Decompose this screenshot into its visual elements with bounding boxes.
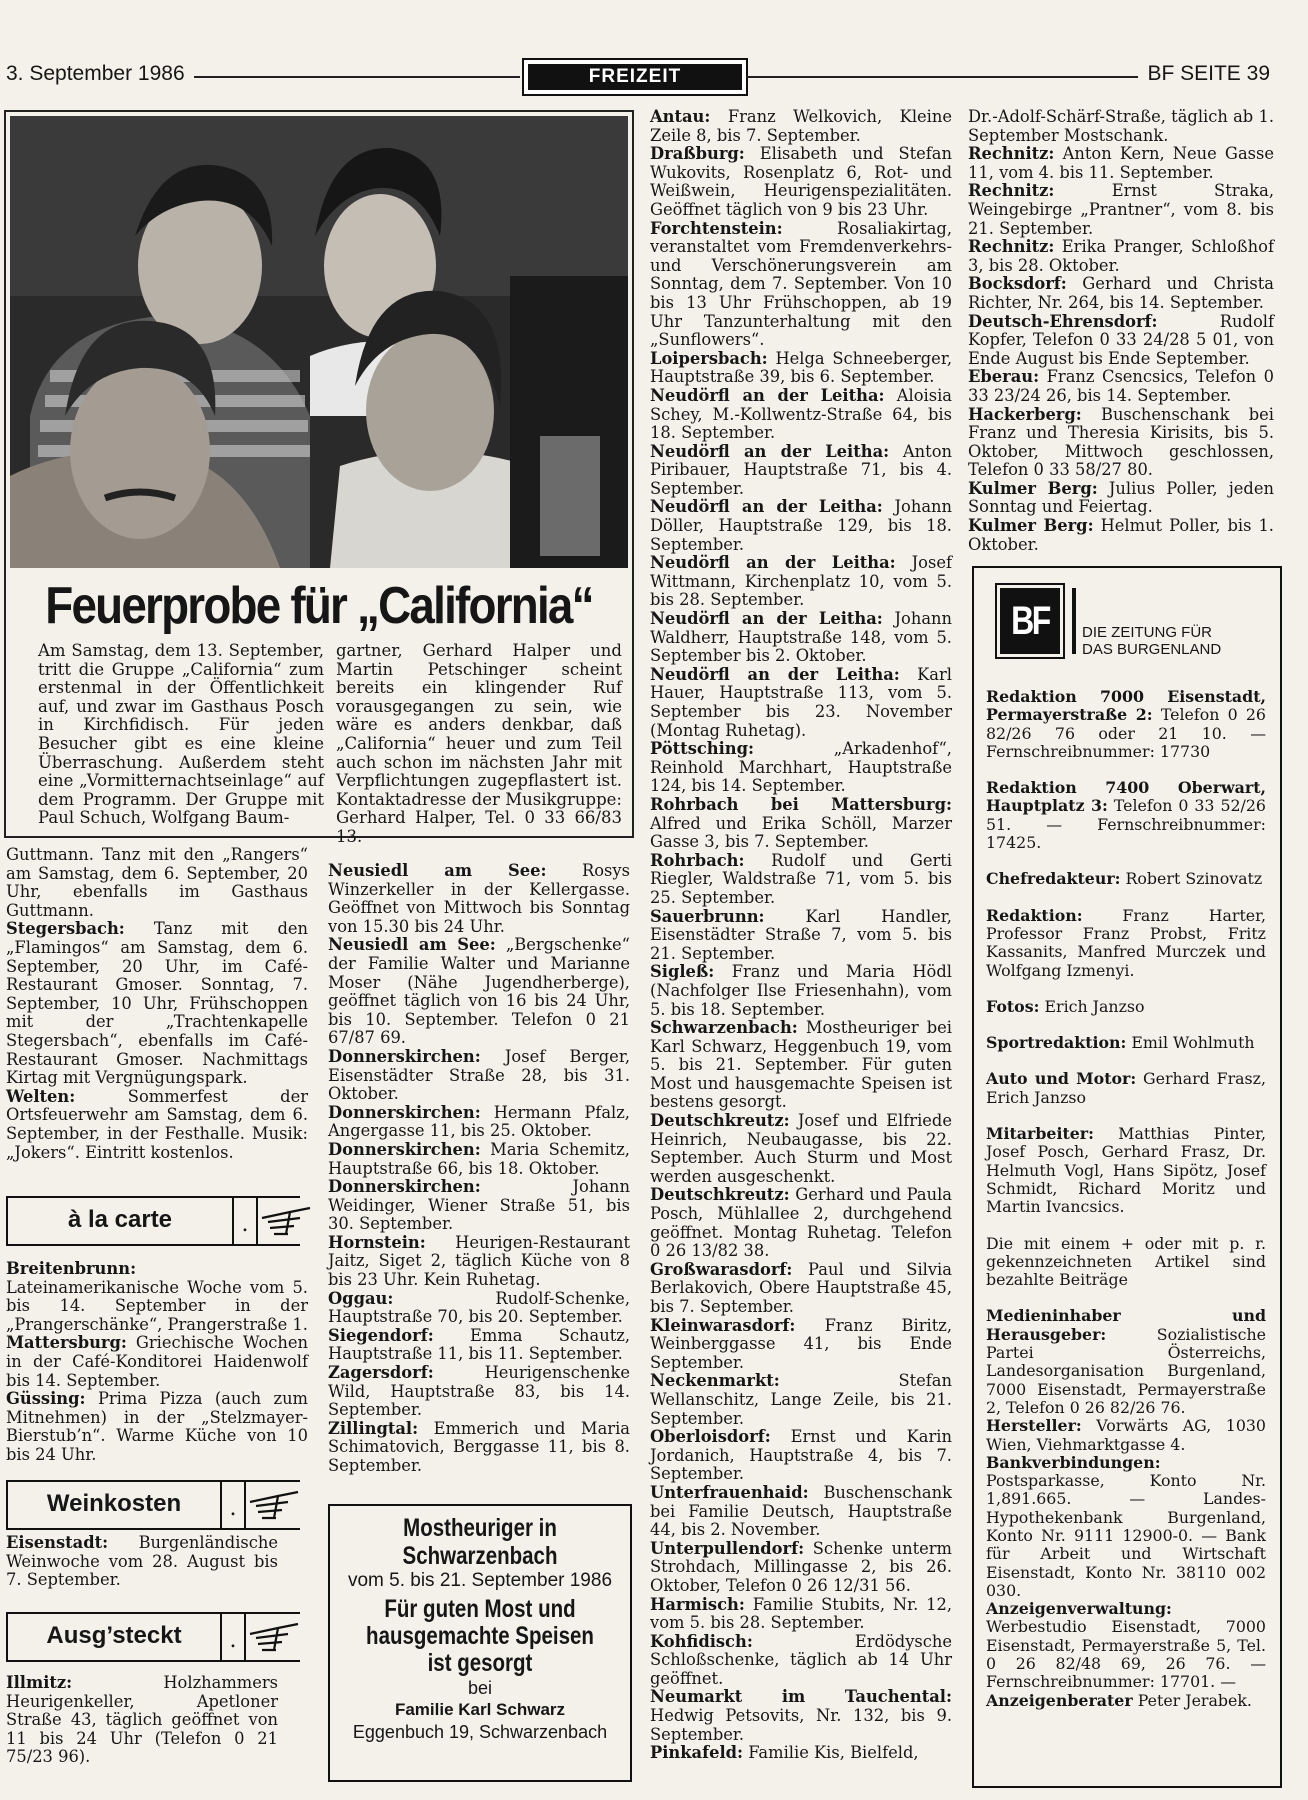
listing-entry: Antau: Franz Welkovich, Kleine Zeile 8, bis 7. September. [650, 107, 952, 145]
page-number: BF SEITE 39 [1147, 62, 1270, 85]
listing-entry: Rechnitz: Anton Kern, Neue Gasse 11, vom 4. bis 11. September. [968, 144, 1274, 182]
bf-logo: BF [1000, 588, 1060, 654]
ausgsteckt-listings [6, 1674, 278, 1767]
imprint-item: Auto und Motor: Gerhard Frasz, Erich Janzso [986, 1069, 1266, 1107]
listing-entry: Draßburg: Elisabeth und Stefan Wukovits, Rosenplatz 6, Rot- und Weißwein, Heurigenspezialitäten. Geöffnet täglich von 9 bis 23 Uhr. [650, 144, 952, 219]
listing-entry: Welten: Sommerfest der Ortsfeuerwehr am Samstag, dem 6. September, in der Festhalle. Musik: „Jokers“. Eintritt kostenlos. [6, 1086, 308, 1162]
listing-entry: Zagersdorf: Heurigenschenke Wild, Hauptstraße 83, bis 14. September. [328, 1363, 630, 1420]
ad-title: Mostheuriger in Schwarzenbach [402, 1514, 558, 1570]
listing-entry: Neudörfl an der Leitha: Anton Piribauer, Hauptstraße 71, bis 4. September. [650, 441, 952, 498]
imprint-item: Mitarbeiter: Matthias Pinter, Josef Posch, Gerhard Frasz, Dr. Helmuth Vogl, Hans Sipötz, Josef Schmidt, Richard Moritz und Martin Ivancsics. [986, 1124, 1266, 1217]
header-rule-left [194, 76, 520, 78]
column-4-continuation: Dr.-Adolf-Schärf-Straße, täglich ab 1. September Mostschank. [968, 107, 1274, 145]
ad-address: Eggenbuch 19, Schwarzenbach [352, 1722, 608, 1742]
listing-entry: Eberau: Franz Csencsics, Telefon 0 33 23/24 26, bis 14. September. [968, 367, 1274, 405]
listing-entry: Forchtenstein: Rosaliakirtag, veranstaltet vom Fremdenverkehrs- und Verschönerungsverein am Sonntag, dem 7. September. Von 10 bis 13 Uhr Frühschoppen, ab 19 Uhr Tanzunterhaltung mit den „Sunflowers“. [650, 218, 952, 350]
imprint-item: Die mit einem + oder mit p. r. gekennzeichneten Artikel sind bezahlte Beiträge [986, 1233, 1266, 1290]
section-label: FREIZEIT [528, 64, 742, 90]
listing-entry: Güssing: Prima Pizza (auch zum Mitnehmen) in der „Stelzmayer-Bierstub’n“. Warme Küche von 10 bis 24 Uhr. [6, 1389, 308, 1464]
column-4 [968, 108, 1274, 554]
listing-entry: Deutschkreutz: Josef und Elfriede Heinrich, Neubaugasse, bis 22. September. Auch Sturm und Most werden ausgeschenkt. [650, 1111, 952, 1186]
listing-entry: Rohrbach bei Mattersburg: Alfred und Erika Schöll, Marzer Gasse 3, bis 7. September. [650, 794, 952, 852]
listing-entry: Neudörfl an der Leitha: Aloisia Schey, M.-Kollwentz-Straße 64, bis 18. September. [650, 385, 952, 443]
listing-entry: Neudörfl an der Leitha: Johann Döller, Hauptstraße 129, bis 18. September. [650, 497, 952, 554]
listing-entry: Kulmer Berg: Julius Poller, jeden Sonntag und Feiertag. [968, 478, 1274, 517]
imprint-legal-item: Hersteller: Vorwärts AG, 1030 Wien, Viehmarktgasse 4. [986, 1416, 1266, 1454]
mostheuriger-advertisement [328, 1504, 632, 1782]
listing-entry: Neusiedl am See: „Bergschenke“ der Familie Walter und Marianne Moser (Nähe Jugendherberge), geöffnet täglich von 16 bis 24 Uhr, bis 10. September. Telefon 0 21 67/87 69. [328, 935, 630, 1048]
article-intro-col1: Am Samstag, dem 13. September, tritt die Gruppe „California“ zum erstenmal in der Öffentlichkeit auf, und zwar im Gasthaus Posch in Kirchfidisch. Für jeden Besucher gibt es eine kleine Überraschung. Außerdem steht eine „Vormitternachtseinlage“ auf dem Programm. Der Gruppe mit Paul Schuch, Wolfgang Baum- [38, 641, 324, 828]
article-headline: Feuerprobe für „California“ [45, 577, 593, 635]
listing-entry: Kulmer Berg: Helmut Poller, bis 1. Oktober. [968, 516, 1274, 554]
listing-entry: Eisenstadt: Burgenländische Weinwoche vom 28. August bis 7. September. [6, 1533, 278, 1590]
column-2 [328, 862, 630, 1476]
listing-entry: Großwarasdorf: Paul und Silvia Berlakovich, Obere Hauptstraße 45, bis 7. September. [650, 1259, 952, 1316]
pointing-hand-icon [248, 1488, 300, 1522]
listing-entry: Neudörfl an der Leitha: Johann Waldherr, Hauptstraße 148, vom 5. September bis 2. Oktober. [650, 609, 952, 666]
header-rule-right [746, 76, 1138, 78]
listing-entry: Mattersburg: Griechische Wochen in der Café-Konditorei Haidenwolf bis 14. September. [6, 1333, 308, 1390]
listing-entry: Donnerskirchen: Josef Berger, Eisenstädter Straße 28, bis 31. Oktober. [328, 1046, 630, 1104]
listing-entry: Rechnitz: Erika Pranger, Schloßhof 3, bis 28. Oktober. [968, 237, 1274, 275]
weinkosten-listings [6, 1534, 278, 1590]
listing-entry: Neumarkt im Tauchental: Hedwig Petsovits, Nr. 132, bis 9. September. [650, 1687, 952, 1744]
feature-article [4, 110, 634, 846]
listing-entry: Hackerberg: Buschenschank bei Franz und Theresia Kirisits, bis 5. Oktober, Mittwoch geschlossen, Telefon 0 33 58/27 80. [968, 404, 1274, 480]
listing-entry: Sauerbrunn: Karl Handler, Eisenstädter Straße 7, vom 5. bis 21. September. [650, 906, 952, 963]
imprint-item: Redaktion 7400 Oberwart, Hauptplatz 3: Telefon 0 33 52/26 51. — Fernschreibnummer: 17425. [986, 778, 1266, 853]
section-box-ausgsteckt [6, 1612, 300, 1662]
listing-entry: Bocksdorf: Gerhard und Christa Richter, Nr. 264, bis 14. September. [968, 274, 1274, 312]
imprint-legal-item: Anzeigenberater Peter Jerabek. [986, 1690, 1252, 1710]
listing-entry: Illmitz: Holzhammers Heurigenkeller, Apetloner Straße 43, täglich geöffnet von 11 bis 24 Uhr (Telefon 0 21 75/23 96). [6, 1673, 278, 1767]
a-la-carte-listings [6, 1260, 308, 1465]
imprint-body [986, 688, 1266, 1710]
listing-entry: Deutsch-Ehrensdorf: Rudolf Kopfer, Telefon 0 33 24/28 5 01, von Ende August bis Ende September. [968, 311, 1274, 368]
listing-entry: Neudörfl an der Leitha: Josef Wittmann, Kirchenplatz 10, vom 5. bis 28. September. [650, 553, 952, 610]
imprint-legal-item: Medieninhaber und Herausgeber: Sozialistische Partei Österreichs, Landesorganisation Burgenland, 7000 Eisenstadt, Permayerstraße 2, Telefon 0 26 82/26 76. [986, 1306, 1266, 1417]
listing-entry: Unterpullendorf: Schenke unterm Strohdach, Millingasse 2, bis 26. Oktober, Telefon 0 26 12/31 56. [650, 1538, 952, 1595]
imprint-item: Redaktion 7000 Eisenstadt, Permayerstraße 2: Telefon 0 26 82/26 76 oder 21 10. — Fernschreibnummer: 17730 [986, 687, 1266, 761]
pointing-hand-icon [260, 1204, 312, 1238]
section-box-label: Weinkosten [8, 1482, 222, 1528]
listing-entry: Zillingtal: Emmerich und Maria Schimatovich, Berggasse 11, bis 8. September. [328, 1418, 630, 1475]
listing-entry: Rechnitz: Ernst Straka, Weingebirge „Prantner“, vom 8. bis 21. September. [968, 181, 1274, 238]
newspaper-tagline: DIE ZEITUNG FÜR DAS BURGENLAND [1082, 624, 1222, 658]
listing-entry: Neckenmarkt: Stefan Wellanschitz, Lange Zeile, bis 21. September. [650, 1371, 952, 1428]
listing-entry: Harmisch: Familie Stubits, Nr. 12, vom 5. bis 28. September. [650, 1594, 952, 1633]
section-label-box [522, 58, 748, 96]
section-box-dot: . [220, 1614, 246, 1660]
listing-entry: Siegendorf: Emma Schautz, Hauptstraße 11, bis 11. September. [328, 1325, 630, 1364]
page-header [0, 58, 1308, 98]
band-photo [10, 116, 628, 568]
section-box-weinkosten [6, 1480, 300, 1530]
ad-slogan: Für guten Most und hausgemachte Speisen ist gesorgt [366, 1595, 594, 1677]
listing-entry: Pöttsching: „Arkadenhof“, Reinhold Marchhart, Hauptstraße 124, bis 14. September. [650, 739, 952, 796]
issue-date: 3. September 1986 [6, 62, 185, 85]
column-3 [650, 108, 952, 1763]
section-box-dot: . [232, 1198, 258, 1244]
listing-entry: Loipersbach: Helga Schneeberger, Hauptstraße 39, bis 6. September. [650, 348, 952, 387]
section-box-label: Ausg’steckt [8, 1614, 222, 1660]
listing-entry: Stegersbach: Tanz mit den „Flamingos“ am Samstag, dem 6. September, 20 Uhr, im Café-Restaurant Gmoser. Sonntag, 7. September, 10 Uhr, Frühschoppen mit der „Trachtenkapelle Stegersbach“, ebenfalls im Café-Restaurant Gmoser. Nachmittags Kirtag mit Vergnügungspark. [6, 919, 308, 1088]
logo-divider [1072, 588, 1076, 654]
listing-entry: Unterfrauenhaid: Buschenschank bei Familie Deutsch, Hauptstraße 44, bis 2. November. [650, 1482, 952, 1540]
listing-entry: Oggau: Rudolf-Schenke, Hauptstraße 70, bis 20. September. [328, 1288, 630, 1327]
section-box-a-la-carte [6, 1196, 300, 1246]
column-1-continuation: Guttmann. Tanz mit den „Rangers“ am Samstag, dem 6. September, 20 Uhr, ebenfalls im Gasthaus Guttmann. [6, 845, 308, 920]
section-box-dot: . [220, 1482, 246, 1528]
band-photo-illustration [10, 116, 628, 568]
imprint-item: Fotos: Erich Janzso [986, 996, 1145, 1016]
listing-entry: Sigleß: Franz und Maria Hödl (Nachfolger Ilse Friesenhahn), vom 5. bis 18. September. [650, 962, 952, 1019]
listing-entry: Pinkafeld: Familie Kis, Bielfeld, [650, 1743, 919, 1763]
listing-entry: Deutschkreutz: Gerhard und Paula Posch, Mühlallee 2, durchgehend geöffnet. Montag Ruhetag. Telefon 0 26 13/82 38. [650, 1185, 952, 1261]
ad-family: Familie Karl Schwarz [394, 1700, 566, 1719]
imprint-item: Chefredakteur: Robert Szinovatz [986, 869, 1263, 889]
pointing-hand-icon [248, 1620, 300, 1654]
listing-entry: Neudörfl an der Leitha: Karl Hauer, Hauptstraße 113, vom 5. September bis 23. November (Montag Ruhetag). [650, 664, 952, 740]
listing-entry: Neusiedl am See: Rosys Winzerkeller in der Kellergasse. Geöffnet von Mittwoch bis Sonntag von 15.30 bis 24 Uhr. [328, 861, 630, 936]
listing-entry: Schwarzenbach: Mostheuriger bei Karl Schwarz, Heggenbuch 19, vom 5. bis 21. September. Für guten Most und hausgemachte Speisen ist bestens gesorgt. [650, 1018, 952, 1112]
ad-bei: bei [467, 1678, 493, 1698]
listing-entry: Breitenbrunn: Lateinamerikanische Woche vom 5. bis 14. September in der „Prangerschänke“, Prangerstraße 1. [6, 1259, 308, 1334]
ad-dates: vom 5. bis 21. September 1986 [347, 1570, 613, 1591]
imprint-box [972, 566, 1282, 1788]
listing-entry: Donnerskirchen: Hermann Pfalz, Angergasse 11, bis 25. Oktober. [328, 1102, 630, 1141]
listing-entry: Oberloisdorf: Ernst und Karin Jordanich, Hauptstraße 4, bis 7. September. [650, 1427, 952, 1484]
listing-entry: Kleinwarasdorf: Franz Biritz, Weinberggasse 41, bis Ende September. [650, 1315, 952, 1372]
column-1 [6, 846, 308, 1162]
listing-entry: Donnerskirchen: Johann Weidinger, Wiener Straße 51, bis 30. September. [328, 1177, 630, 1234]
listing-entry: Donnerskirchen: Maria Schemitz, Hauptstraße 66, bis 18. Oktober. [328, 1139, 630, 1178]
imprint-item: Sportredaktion: Emil Wohlmuth [986, 1033, 1255, 1053]
imprint-legal-item: Bankverbindungen: Postsparkasse, Konto Nr. 1,891.665. — Landes-Hypothekenbank Burgenland, Konto Nr. 9111 12900-0. — Bank für Arbeit und Wirtschaft Eisenstadt, Konto Nr. 38110 002 030. [986, 1452, 1266, 1600]
listing-entry: Kohfidisch: Erdödysche Schloßschenke, täglich ab 14 Uhr geöffnet. [650, 1631, 952, 1688]
imprint-item: Redaktion: Franz Harter, Professor Franz Probst, Fritz Kassanits, Manfred Murczek und Wolfgang Izmenyi. [986, 905, 1266, 980]
article-intro-col2: gartner, Gerhard Halper und Martin Petschinger scheint bereits ein klingender Ruf vorausgegangen zu sein, wie wäre es anders denkbar, daß „California“ heuer und zum Teil auch schon im nächsten Jahr mit Verpflichtungen zugepflastert ist. Kontaktadresse der Musikgruppe: Gerhard Halper, Tel. 0 33 66/83 13. [336, 641, 622, 846]
listing-entry: Hornstein: Heurigen-Restaurant Jaitz, Siget 2, täglich Küche von 8 bis 23 Uhr. Kein Ruhetag. [328, 1232, 630, 1290]
section-box-label: à la carte [8, 1198, 234, 1244]
listing-entry: Rohrbach: Rudolf und Gerti Riegler, Waldstraße 71, vom 5. bis 25. September. [650, 850, 952, 907]
imprint-legal-item: Anzeigenverwaltung: Werbestudio Eisenstadt, 7000 Eisenstadt, Permayerstraße 5, Tel. 0 26 82/48 69, 26 76. — Fernschreibnummer: 17701. — [986, 1599, 1266, 1692]
